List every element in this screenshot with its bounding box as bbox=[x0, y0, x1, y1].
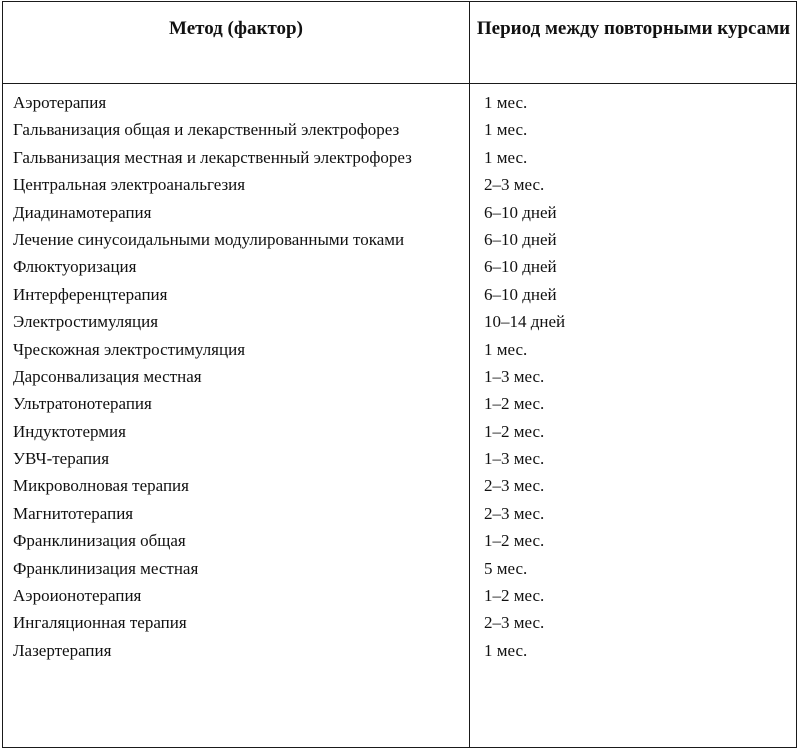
table-row bbox=[3, 145, 796, 172]
table-row bbox=[3, 419, 796, 446]
table-row bbox=[3, 200, 796, 227]
cell-method: Центральная электроанальгезия bbox=[13, 175, 246, 195]
cell-method: Флюктуоризация bbox=[13, 257, 137, 277]
cell-period: 1 мес. bbox=[484, 147, 528, 167]
cell-method: Лечение синусоидальными модулированными токами bbox=[13, 229, 405, 249]
table-row bbox=[3, 638, 796, 665]
table-row bbox=[3, 473, 796, 500]
table-row bbox=[3, 610, 796, 637]
cell-method: Чрескожная электростимуляция bbox=[13, 339, 246, 359]
cell-method: Франклинизация местная bbox=[13, 558, 199, 578]
cell-period: 1–3 мес. bbox=[484, 366, 545, 386]
cell-method: Электростимуляция bbox=[13, 312, 159, 332]
cell-period: 1–2 мес. bbox=[484, 421, 545, 441]
cell-method: Индуктотермия bbox=[13, 421, 126, 441]
cell-period: 1 мес. bbox=[484, 120, 528, 140]
cell-period: 6–10 дней bbox=[484, 202, 557, 222]
table-row bbox=[3, 282, 796, 309]
table-row bbox=[3, 337, 796, 364]
table-row bbox=[3, 90, 796, 117]
cell-method: Ультратонотерапия bbox=[13, 394, 152, 414]
cell-period: 6–10 дней bbox=[484, 284, 557, 304]
cell-period: 1 мес. bbox=[484, 640, 528, 660]
cell-period: 1–2 мес. bbox=[484, 586, 545, 606]
cell-period: 2–3 мес. bbox=[484, 503, 545, 523]
table-row bbox=[3, 117, 796, 144]
cell-period: 6–10 дней bbox=[484, 229, 557, 249]
cell-method: Интерференцтерапия bbox=[13, 284, 168, 304]
cell-method: Гальванизация общая и лекарственный электрофорез bbox=[13, 120, 400, 140]
table-row bbox=[3, 391, 796, 418]
cell-method: Дарсонвализация местная bbox=[13, 366, 202, 386]
table-header bbox=[3, 2, 796, 84]
cell-period: 5 мес. bbox=[484, 558, 528, 578]
cell-period: 6–10 дней bbox=[484, 257, 557, 277]
table-row bbox=[3, 556, 796, 583]
cell-method: Микроволновая терапия bbox=[13, 476, 189, 496]
cell-period: 1 мес. bbox=[484, 339, 528, 359]
cell-period: 1–2 мес. bbox=[484, 394, 545, 414]
table-row bbox=[3, 364, 796, 391]
cell-period: 1–3 мес. bbox=[484, 449, 545, 469]
cell-method: Ингаляционная терапия bbox=[13, 613, 187, 633]
cell-method: Аэроионотерапия bbox=[13, 586, 142, 606]
table-row bbox=[3, 227, 796, 254]
table-body bbox=[3, 90, 796, 665]
cell-period: 2–3 мес. bbox=[484, 613, 545, 633]
therapy-table bbox=[2, 1, 797, 748]
cell-period: 10–14 дней bbox=[484, 312, 566, 332]
cell-period: 2–3 мес. bbox=[484, 175, 545, 195]
cell-period: 1 мес. bbox=[484, 93, 528, 112]
cell-method: Аэротерапия bbox=[13, 93, 107, 112]
table-row bbox=[3, 583, 796, 610]
table-row bbox=[3, 501, 796, 528]
table-row bbox=[3, 172, 796, 199]
cell-period: 1–2 мес. bbox=[484, 531, 545, 551]
cell-method: УВЧ-терапия bbox=[13, 449, 110, 469]
cell-method: Диадинамотерапия bbox=[13, 202, 152, 222]
cell-method: Франклинизация общая bbox=[13, 531, 186, 551]
cell-method: Гальванизация местная и лекарственный электрофорез bbox=[13, 147, 412, 167]
table-row bbox=[3, 446, 796, 473]
table-row bbox=[3, 309, 796, 336]
header-period: Период между повторными курсами bbox=[476, 18, 791, 39]
header-method: Метод (фактор) bbox=[169, 18, 303, 39]
table-row bbox=[3, 254, 796, 281]
cell-period: 2–3 мес. bbox=[484, 476, 545, 496]
cell-method: Лазертерапия bbox=[13, 640, 112, 660]
table-row bbox=[3, 528, 796, 555]
cell-method: Магнитотерапия bbox=[13, 503, 134, 523]
